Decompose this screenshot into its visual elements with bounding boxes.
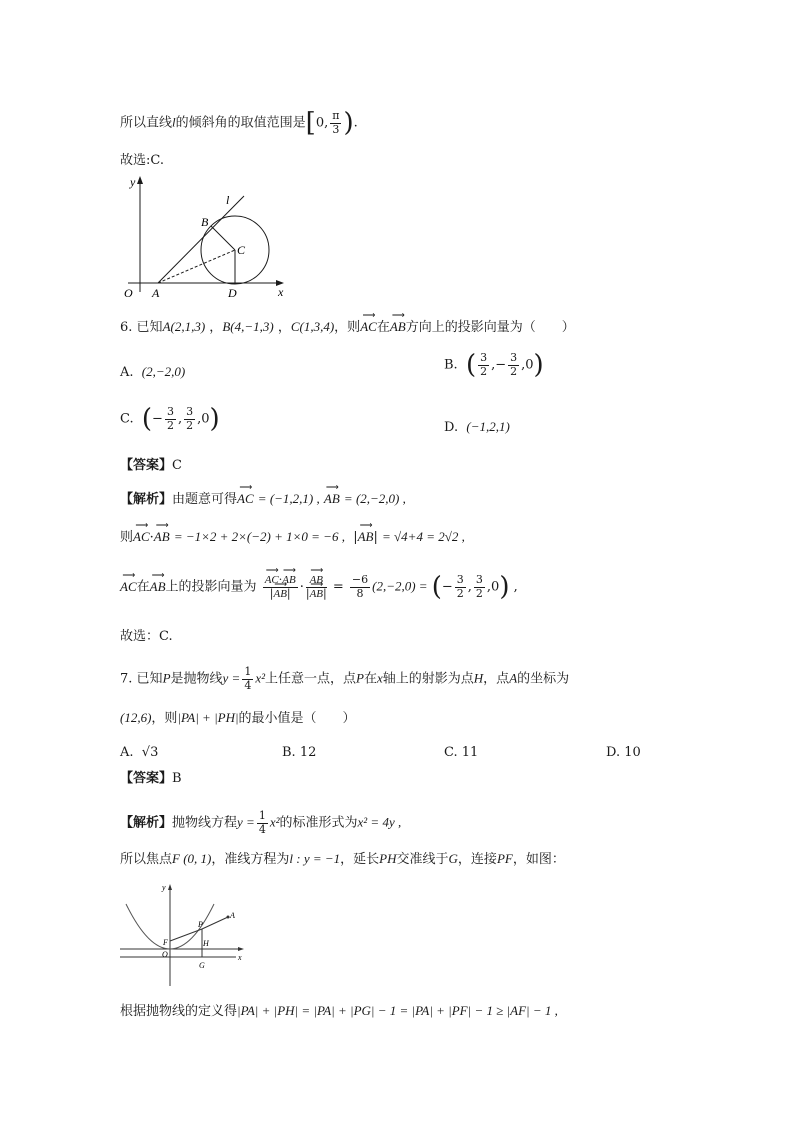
q7-answer-value: B [172, 771, 182, 786]
label-x: x [278, 285, 284, 299]
frac-num: 3 [456, 573, 464, 586]
q6-opt-C-frac1 [165, 406, 176, 432]
frac-den: 2 [475, 586, 483, 600]
label-C: C [237, 243, 246, 257]
q7-PF: PF [496, 851, 513, 866]
q6-opt-D-value: (−1,2,1) [466, 419, 510, 434]
q7-l2-mid: ，则 [151, 711, 178, 726]
q7-l1-mid: 的标准形式为 [279, 815, 358, 831]
label-H: H [203, 939, 209, 948]
var-l: l [172, 114, 176, 130]
q6-opt-C-tail: ,0 [197, 411, 210, 427]
q6-conclusion: 故选：C. [120, 629, 173, 644]
q6-dot-product: = −1×2 + 2×(−2) + 1×0 = −6 , [173, 529, 345, 544]
q6-answer-value: C [172, 458, 182, 473]
label-A: A [152, 286, 160, 300]
q7-l1-std: x² = 4y , [357, 814, 402, 830]
q7-mid1: 是抛物线 [170, 671, 223, 687]
q7-l2-end: ，如图： [512, 852, 565, 867]
vec-AC: ⟶ AC [120, 580, 137, 593]
conclusion-top: 故选:C. [120, 153, 164, 168]
label-G: G [199, 961, 205, 970]
q7-focus: F (0, 1) [172, 851, 212, 866]
q7-eq-rhs: x² [255, 670, 265, 686]
q6-mid1: ，则 [334, 320, 361, 335]
q6-end: 方向上的投影向量为（ ） [405, 320, 575, 335]
y-arrow [137, 176, 143, 184]
dashed-AC [158, 250, 235, 283]
q7-l1-lead: 抛物线方程 [172, 815, 238, 831]
q7-l1-eq-rhs: x² [269, 814, 280, 830]
range-value: 0, [315, 115, 329, 131]
q7-option-B [282, 745, 316, 760]
q6-opt-B-label: B. [444, 357, 458, 373]
q7-end: 的坐标为 [517, 671, 570, 687]
range-fraction [330, 110, 341, 136]
q7-analysis-line1 [120, 810, 401, 836]
q7-var-P2: P [356, 670, 364, 686]
q6-stem: 6. 已知A(2,1,3) ，B(4,−1,3) ，C(1,3,4)，则⟶ AC在⟶ AB方向上的投影向量为（ ） [120, 320, 575, 334]
label-y: y [130, 175, 136, 189]
q7-mid3: 在 [363, 671, 377, 687]
q7-opt-B-value: 12 [299, 745, 317, 760]
q7-opt-C-value: 11 [461, 745, 479, 760]
frac-num: −6 [351, 573, 369, 586]
q7-var-P: P [162, 670, 171, 686]
q6-number: 6. [120, 320, 133, 335]
q6-l3-frac-b: ⟶ $\frac{AB}{|⟶ AB|}$ [306, 574, 327, 600]
left-bracket: [ [305, 108, 316, 139]
tangent-line [158, 196, 244, 283]
frac-den: 4 [244, 678, 252, 692]
range-num: π [332, 109, 340, 122]
q7-l2-mid4: ，连接 [457, 852, 497, 867]
q6-l3-mid: 上的投影向量为 [165, 579, 257, 595]
range-prefix: 所以直线 [120, 115, 173, 131]
q6-opt-C-label: C. [120, 411, 134, 427]
q6-point-C: C(1,3,4) [290, 319, 335, 334]
q6-l3-in: 在 [136, 579, 150, 595]
vec-AB: ⟶ AB [310, 588, 323, 601]
frac-den: 2 [456, 586, 464, 600]
label-F: F [163, 938, 168, 947]
frac-num: 3 [510, 351, 518, 364]
vec-AB: ⟶ AB [324, 492, 340, 505]
q6-answer [120, 459, 182, 472]
q7-stem-line2 [120, 711, 356, 725]
q6-opt-D-label: D. [444, 420, 459, 435]
vec-AC: ⟶ AC [237, 492, 254, 505]
q6-option-B: B. ( $\frac{3}{2}$ ,− $\frac{3}{2}$ ,0) [444, 350, 544, 381]
q7-frac [242, 666, 253, 692]
frac-num: 3 [166, 405, 174, 418]
q6-vec-AC: ⟶ AC [360, 320, 377, 333]
q7-var-A: A [509, 670, 518, 686]
range-mid: 的倾斜角的取值范围是 [175, 115, 306, 131]
q7-eq-lhs: y = [222, 670, 241, 686]
y-arrow [168, 884, 172, 890]
q6-l3-frac-a: ⟶ $\frac{AC\cdot⟶ AB}{|⟶ AB|}$ [263, 574, 298, 600]
frac-num: 1 [244, 665, 252, 678]
q7-option-A [120, 745, 158, 760]
label-D: D [228, 286, 237, 300]
q7-opt-B-label: B. [282, 745, 296, 760]
q6-answer-tag: 【答案】 [120, 458, 173, 473]
q6-option-D [444, 419, 510, 435]
q6-opt-C-frac2 [184, 406, 195, 432]
q7-l3-lead: 根据抛物线的定义得 [120, 1004, 238, 1019]
q6-norm: = √4+4 = 2√2 , [382, 529, 465, 544]
frac-num: 3 [186, 405, 194, 418]
q6-analysis-tag: 【解析】 [120, 492, 173, 507]
q7-option-C [444, 745, 478, 760]
q7-answer [120, 772, 182, 785]
frac-den: 2 [186, 418, 194, 432]
q7-mid4: 轴上的射影为点 [382, 671, 474, 687]
q6-mid2: 在 [376, 320, 390, 335]
vec-AB: ⟶ AB [310, 574, 323, 587]
q7-stem-line1 [120, 666, 569, 692]
q7-mid2: 上任意一点，点 [265, 671, 357, 687]
label-y: y [162, 883, 166, 892]
q6-opt-A-label: A. [120, 365, 134, 380]
q7-number: 7. [120, 671, 133, 687]
q7-l2-mid3: 交准线于 [396, 852, 449, 867]
q7-l2-expr: |PA| + |PH| [177, 710, 239, 725]
q6-analysis-lead: 由题意可得 [172, 492, 238, 507]
frac-num: 3 [480, 351, 488, 364]
q6-opt-B-frac2 [508, 352, 519, 378]
figure-circle-tangent [118, 172, 298, 302]
q7-mid5: ，点 [483, 671, 510, 687]
q6-ab-value: = (2,−2,0) , [343, 491, 406, 506]
vec-AC: ⟶ AC [133, 530, 150, 543]
q6-opt-B-tail: ,0 [521, 357, 534, 373]
q7-answer-tag: 【答案】 [120, 771, 173, 786]
q6-option-C: C. (− $\frac{3}{2}$ , $\frac{3}{2}$ ,0) [120, 404, 220, 435]
q7-l2-end: 的最小值是（ ） [238, 711, 356, 726]
q7-analysis-line3 [120, 1004, 558, 1018]
q7-l2-mid2: ，延长 [340, 852, 380, 867]
x-arrow [238, 947, 244, 951]
frac-den: 8 [356, 586, 364, 600]
q6-l3-tail: ,0 [486, 579, 500, 595]
q7-analysis-line2 [120, 852, 565, 866]
q6-l3-value: (2,−2,0) = [372, 578, 428, 594]
q7-var-H: H [473, 670, 484, 686]
q6-opt-A-value: (2,−2,0) [141, 364, 186, 379]
vec-AB: ⟶ AB [282, 574, 295, 587]
q7-opt-A-label: A. [120, 745, 134, 760]
range-end: . [353, 115, 358, 131]
label-B: B [201, 215, 209, 229]
q7-G: G [448, 851, 458, 866]
q6-ac-value: = (−1,2,1) , [257, 491, 320, 506]
q7-l1-eq-lhs: y = [237, 814, 255, 830]
q6-analysis-line2: 则⟶ AC·⟶ AB = −1×2 + 2×(−2) + 1×0 = −6 , |⟶ AB| = √4+4 = 2√2 , [120, 530, 465, 544]
label-l: l [226, 193, 230, 207]
q6-vec-AB: ⟶ AB [390, 320, 406, 333]
q7-l3-expr: |PA| + |PH| = |PA| + |PG| − 1 = |PA| + |PF| − 1 ≥ |AF| − 1 , [237, 1003, 558, 1018]
q6-option-A [120, 364, 185, 380]
segment-PF [170, 929, 202, 941]
label-O: O [162, 950, 168, 959]
q7-lead: 已知 [136, 671, 163, 687]
radius-BC [211, 226, 235, 250]
q7-option-D [606, 745, 641, 760]
frac-den: 2 [166, 418, 174, 432]
q7-opt-D-label: D. [606, 745, 621, 760]
q7-directrix: l : y = −1 [289, 851, 341, 866]
q6-lead: 已知 [136, 320, 163, 335]
frac-den: 2 [480, 364, 488, 378]
q7-var-x: x [376, 670, 383, 686]
label-P: P [198, 920, 203, 929]
frac-num: 1 [258, 809, 266, 822]
label-O: O [124, 286, 133, 300]
q7-l2-mid1: ，准线方程为 [211, 852, 290, 867]
q7-opt-D-value: 10 [624, 745, 641, 760]
vec-AB: ⟶ AB [154, 530, 170, 543]
q6-point-B: B(4,−1,3) [222, 319, 274, 334]
q7-l2-lead: 所以焦点 [120, 852, 173, 867]
q6-l3-frac-c [350, 574, 370, 600]
q7-point: (12,6) [120, 710, 152, 725]
q6-l2-lead: 则 [120, 530, 134, 545]
range-sentence [120, 108, 358, 139]
frac-den: 2 [510, 364, 518, 378]
q7-l1-frac [257, 810, 268, 836]
frac-den: 4 [258, 822, 266, 836]
vec-AB: ⟶ AB [273, 588, 286, 601]
q7-analysis-tag: 【解析】 [120, 815, 173, 831]
label-A: A [230, 911, 235, 920]
q7-PH: PH [379, 851, 397, 866]
q7-opt-C-label: C. [444, 745, 458, 760]
label-x: x [238, 953, 242, 962]
q6-analysis-line1 [120, 492, 406, 506]
q6-l3-res1 [455, 574, 466, 600]
q6-analysis-line3: ⟶ AC在⟶ AB上的投影向量为 ⟶ $\frac{AC\cdot⟶ AB}{|⟶ AB|}$ · ⟶ $\frac{AB}{|⟶ AB|}$ = $\frac{-6}{8}$ (2,−2,0) = (− $\frac{3}{2}$ , $\frac{3}{2}$ ,0) , [120, 574, 518, 600]
right-paren: ) [343, 108, 354, 139]
q6-l3-res2 [474, 574, 485, 600]
q7-opt-A-value: √3 [141, 745, 159, 760]
vec-AB: ⟶ AB [150, 580, 166, 593]
figure-parabola [118, 880, 248, 990]
vec-AB: ⟶ AB [358, 530, 374, 543]
vec-AC: ⟶ AC [265, 574, 279, 587]
q6-opt-B-frac1 [478, 352, 489, 378]
frac-num: 3 [475, 573, 483, 586]
q6-point-A: A(2,1,3) [162, 319, 206, 334]
range-den: 3 [332, 122, 340, 136]
